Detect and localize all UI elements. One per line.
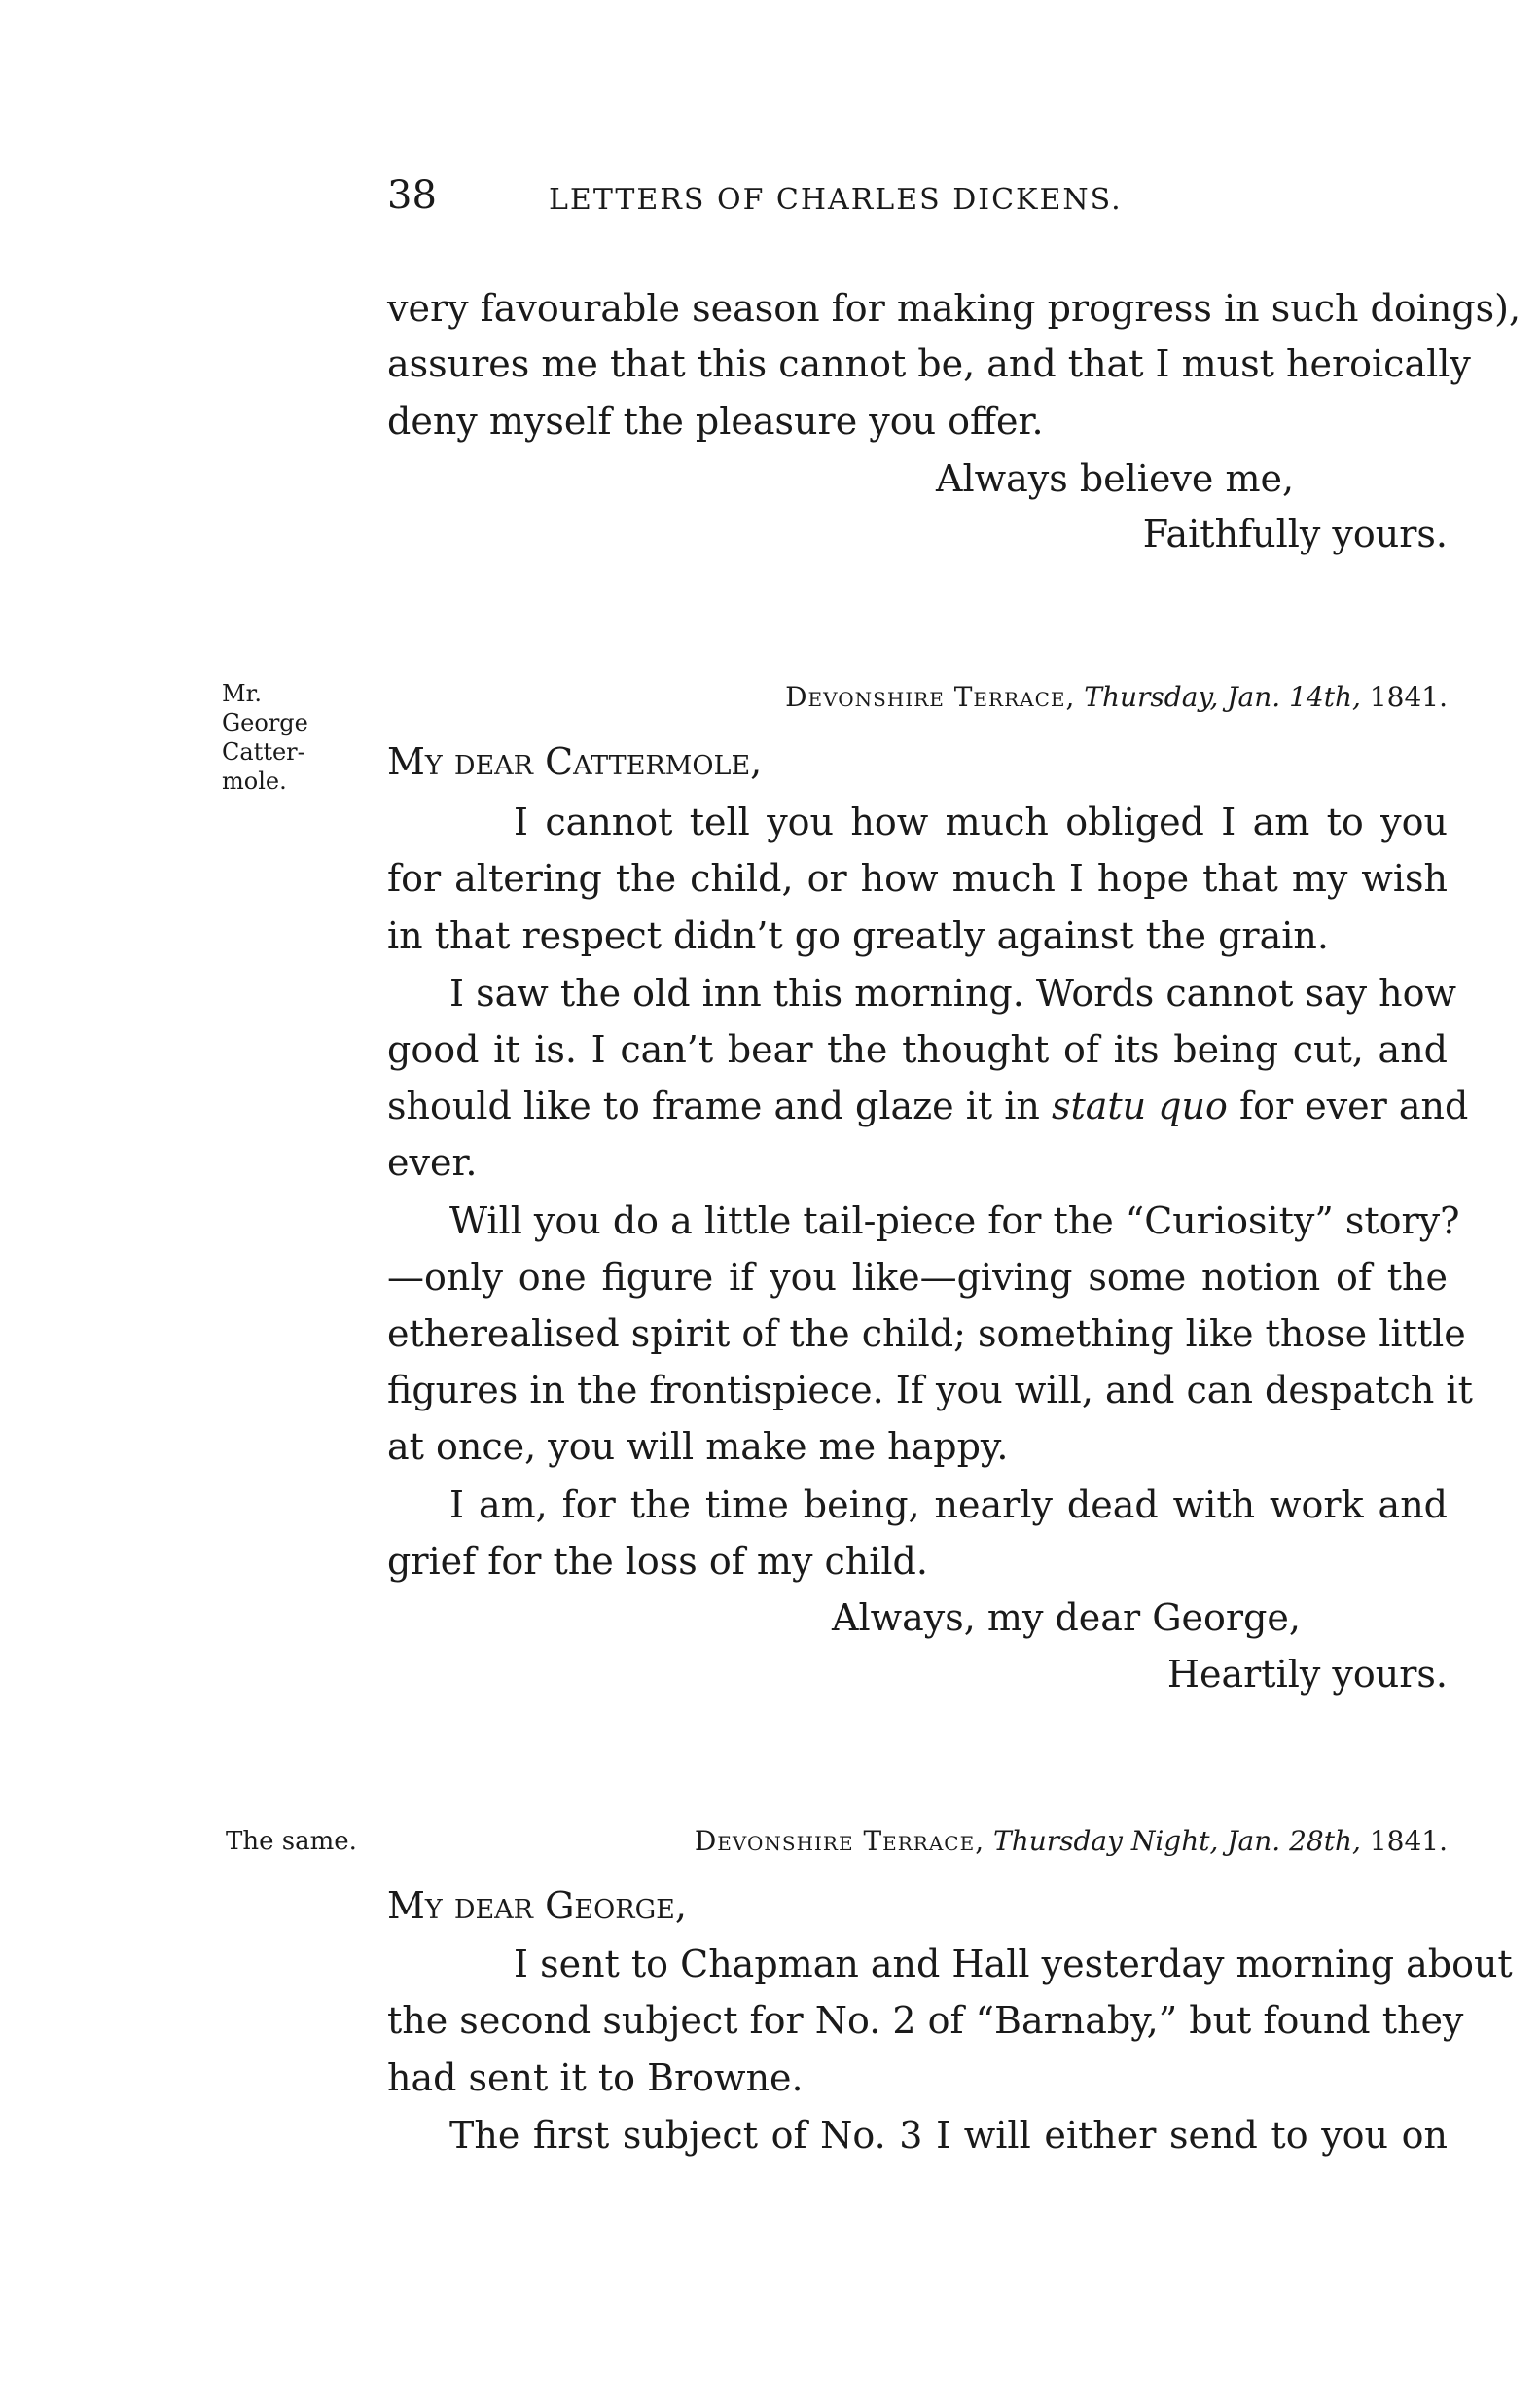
dateline-day: Thursday, [1084,681,1219,713]
prev-letter-line-3: deny myself the pleasure you offer. [387,400,1044,443]
running-title: LETTERS OF CHARLES DICKENS. [549,183,1123,217]
letter1-line-6-text: should like to frame and glaze it in [387,1085,1040,1127]
letter1-line-2: for altering the child, or how much I hope that my wish [387,857,1448,900]
page-number: 38 [387,173,437,218]
letter1-dateline [387,681,1448,713]
letter1-closing: Always, my dear George, [832,1596,1301,1639]
letter2-line-3: had sent it to Browne. [387,2056,804,2099]
letter1-sidenote [222,679,308,796]
letter1-line-5: good it is. I can’t bear the thought of its being cut, and [387,1028,1448,1071]
dateline-year: 1841. [1369,681,1448,713]
dateline-place: Devonshire Terrace, [785,681,1076,713]
dateline-day: Thursday Night, [993,1825,1219,1857]
page-header [387,173,1448,232]
prev-letter-line-2: assures me that this cannot be, and that I must heroically [387,342,1471,385]
letter1-line-3: in that respect didn’t go greatly against the grain. [387,914,1329,957]
letter2-line-1: I sent to Chapman and Hall yesterday morning about [514,1943,1513,1985]
sidenote-line: Catter- [222,738,305,766]
letter1-line-6 [387,1085,1469,1127]
letter1-line-12: at once, you will make me happy. [387,1425,1009,1468]
dateline-date: 14th, [1289,681,1361,713]
letter1-line-7: ever. [387,1141,478,1184]
letter1-line-4: I saw the old inn this morning. Words cannot say how [449,972,1457,1015]
prev-letter-signoff: Faithfully yours. [1142,513,1448,555]
dateline-year: 1841. [1369,1825,1448,1857]
dateline-month: Jan. [1227,681,1281,713]
prev-letter-closing: Always believe me, [936,457,1295,500]
prev-letter-line-1: very favourable season for making progress in such doings), [387,287,1522,330]
italic-phrase: statu quo [1051,1085,1228,1127]
letter1-line-13: I am, for the time being, nearly dead with work and [449,1483,1448,1526]
letter1-salutation: My dear Cattermole, [387,740,763,783]
letter1-line-8: Will you do a little tail-piece for the “Curiosity” story? [449,1199,1460,1242]
letter2-sidenote: The same. [226,1827,357,1856]
sidenote-line: Mr. [222,680,263,707]
letter2-salutation: My dear George, [387,1884,687,1927]
dateline-place: Devonshire Terrace, [694,1825,985,1857]
dateline-month: Jan. [1227,1825,1281,1857]
letter1-signoff: Heartily yours. [1166,1653,1448,1696]
sidenote-line: mole. [222,768,287,795]
letter2-line-2: the second subject for No. 2 of “Barnaby,” but found they [387,1999,1464,2042]
sidenote-line: George [222,709,308,736]
letter1-line-9: —only one figure if you like—giving some notion of the [387,1256,1448,1299]
after-italic: for ever and [1239,1085,1469,1127]
letter2-dateline [387,1825,1448,1857]
letter1-line-10: etherealised spirit of the child; something like those little [387,1312,1466,1355]
letter1-line-11: figures in the frontispiece. If you will, and can despatch it [387,1369,1473,1411]
letter1-line-1: I cannot tell you how much obliged I am to you [514,801,1448,843]
letter1-line-14: grief for the loss of my child. [387,1540,928,1583]
dateline-date: 28th, [1289,1825,1361,1857]
letter2-line-4: The first subject of No. 3 I will either send to you on [449,2114,1448,2157]
